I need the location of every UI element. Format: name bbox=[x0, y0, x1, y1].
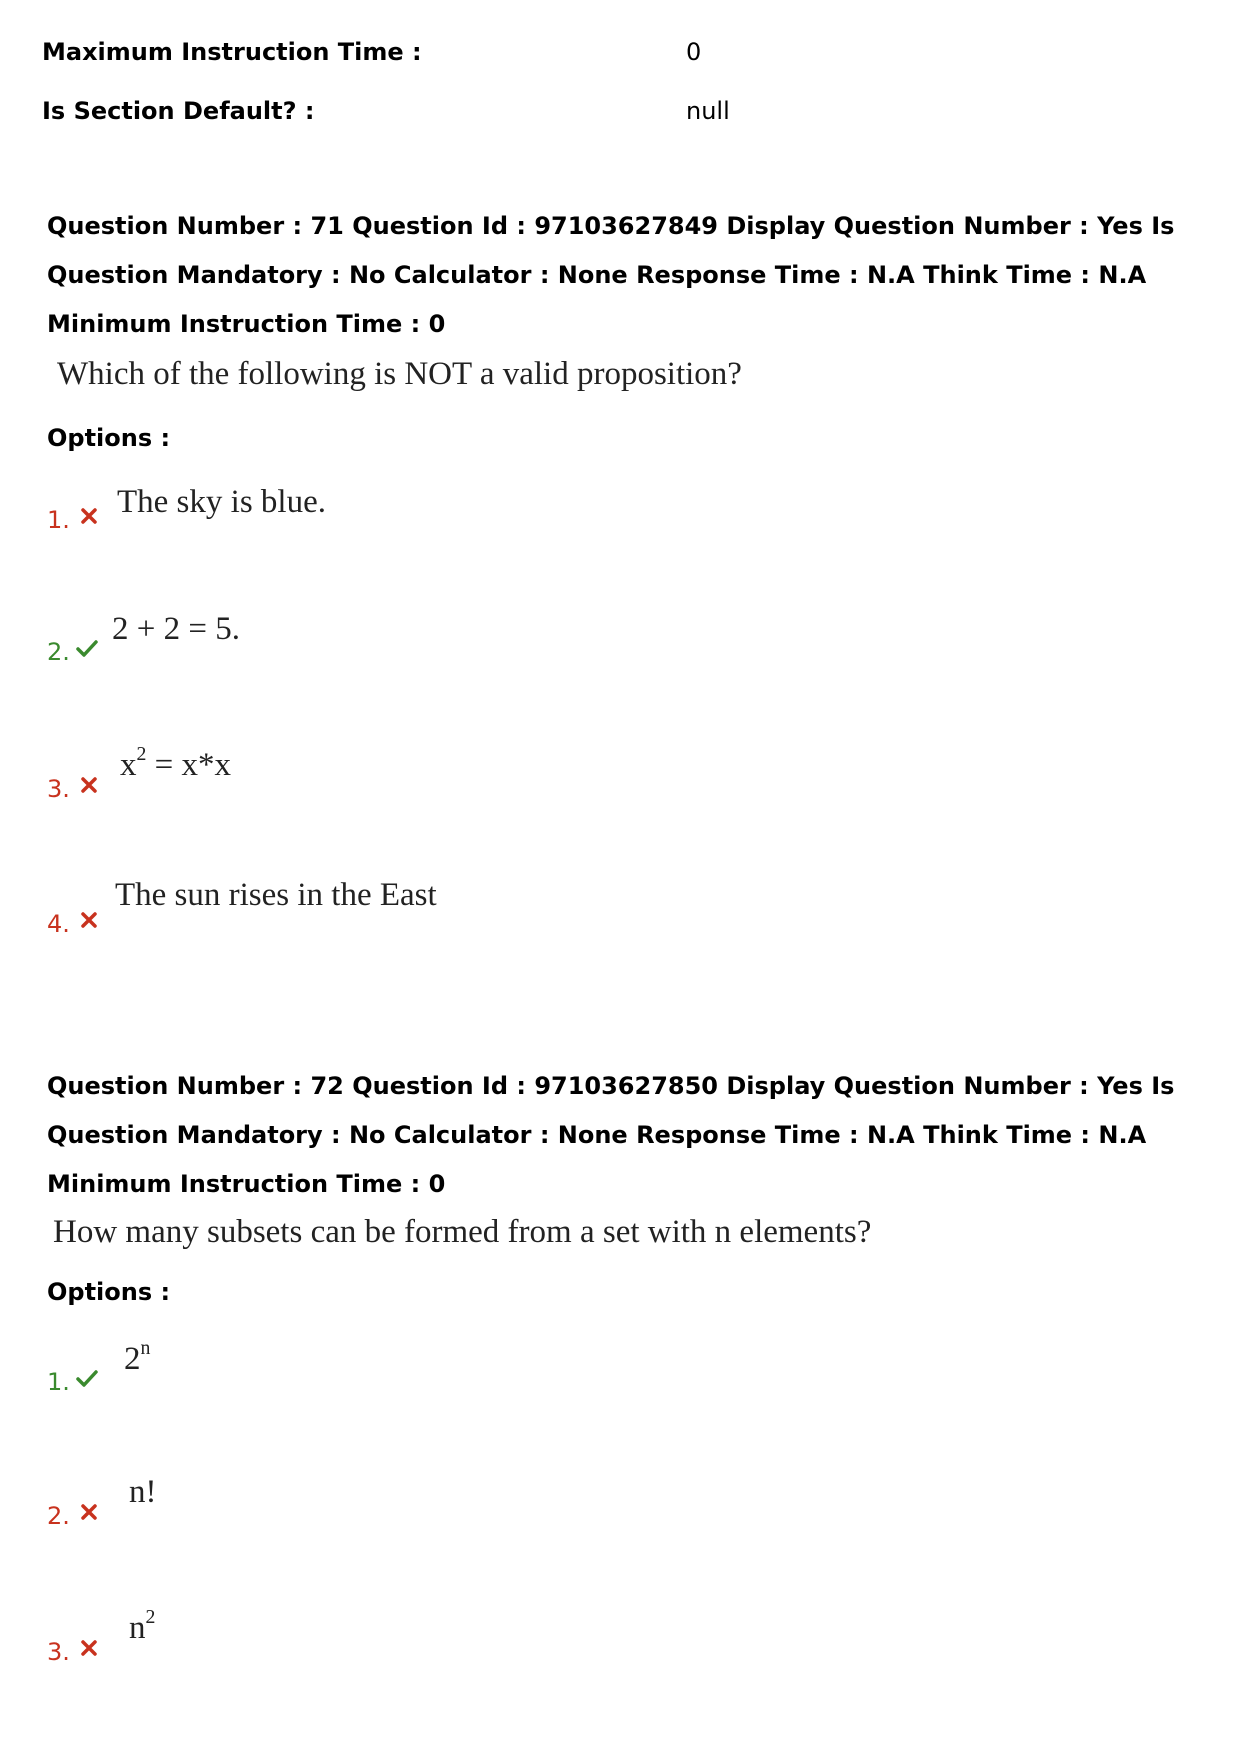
cross-icon bbox=[77, 1500, 101, 1524]
option-number: 3. bbox=[47, 1638, 70, 1666]
is-section-default-label: Is Section Default? : bbox=[42, 97, 315, 125]
is-section-default-value: null bbox=[686, 97, 730, 125]
question-text: How many subsets can be formed from a set with n elements? bbox=[53, 1214, 872, 1250]
option-text bbox=[129, 1606, 156, 1647]
option-number: 4. bbox=[47, 910, 70, 938]
check-icon bbox=[75, 1366, 99, 1390]
option-rest: = x*x bbox=[146, 747, 232, 783]
check-icon bbox=[75, 636, 99, 660]
option-text: The sun rises in the East bbox=[115, 877, 437, 913]
max-instruction-time-label: Maximum Instruction Time : bbox=[42, 38, 422, 66]
option-text: n! bbox=[129, 1474, 157, 1510]
option-superscript: 2 bbox=[136, 743, 147, 766]
cross-icon bbox=[77, 1636, 101, 1660]
option-text bbox=[124, 1337, 151, 1378]
option-base: 2 bbox=[124, 1341, 141, 1377]
option-number: 3. bbox=[47, 775, 70, 803]
option-superscript: n bbox=[140, 1337, 151, 1360]
options-label: Options : bbox=[47, 1278, 171, 1306]
option-number: 1. bbox=[47, 1368, 70, 1396]
question-text: Which of the following is NOT a valid proposition? bbox=[57, 356, 742, 392]
cross-icon bbox=[77, 908, 101, 932]
option-text: The sky is blue. bbox=[117, 484, 326, 520]
option-base: x bbox=[120, 747, 137, 783]
option-superscript: 2 bbox=[145, 1606, 156, 1629]
option-base: n bbox=[129, 1610, 146, 1646]
option-number: 2. bbox=[47, 638, 70, 666]
max-instruction-time-value: 0 bbox=[686, 38, 702, 66]
option-text bbox=[120, 743, 232, 784]
option-number: 1. bbox=[47, 506, 70, 534]
cross-icon bbox=[77, 504, 101, 528]
question-header: Question Number : 72 Question Id : 97103627850 Display Question Number : Yes Is Question Mandatory : No Calculator : None Response Time : N.A Think Time : N.A Minimum Instruction Time : 0 bbox=[47, 1072, 1175, 1198]
question-header: Question Number : 71 Question Id : 97103627849 Display Question Number : Yes Is Question Mandatory : No Calculator : None Response Time : N.A Think Time : N.A Minimum Instruction Time : 0 bbox=[47, 212, 1175, 338]
option-text: 2 + 2 = 5. bbox=[112, 611, 240, 647]
cross-icon bbox=[77, 773, 101, 797]
option-number: 2. bbox=[47, 1502, 70, 1530]
options-label: Options : bbox=[47, 424, 171, 452]
